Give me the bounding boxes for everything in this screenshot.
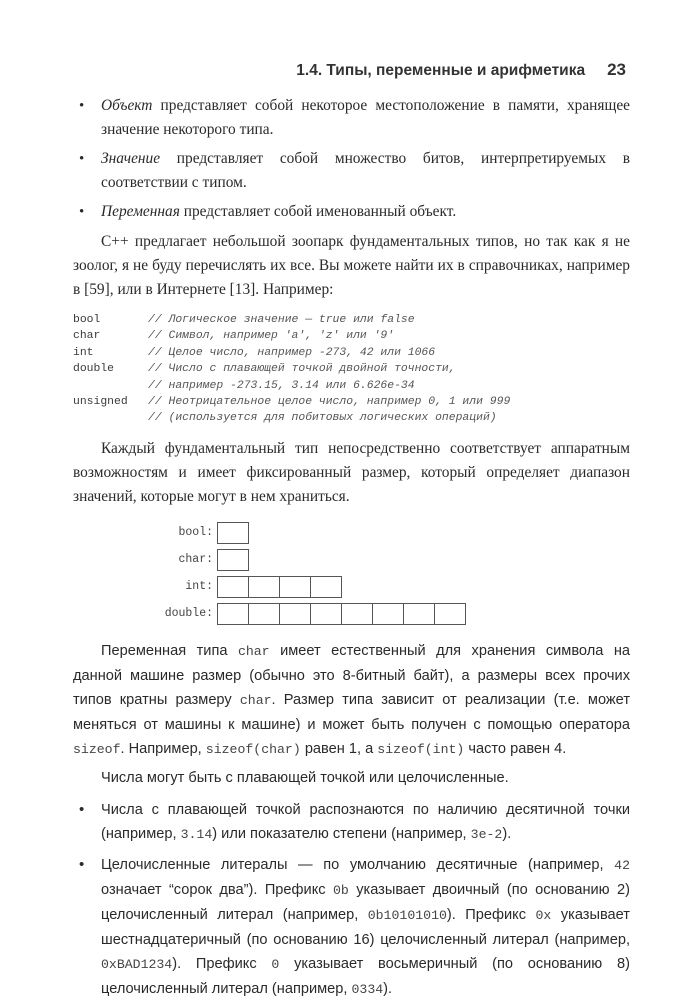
literal-list — [73, 798, 630, 1002]
text-run: означает “сорок два”). Префикс — [101, 881, 333, 898]
code-type: unsigned — [73, 396, 128, 409]
text-run: Числа с плавающей точкой распознаются по наличию десятичной точки (например, — [101, 801, 630, 842]
code-block — [73, 312, 630, 427]
code-comment: // Логическое значение — true или false — [148, 314, 415, 326]
definition-item — [73, 200, 630, 224]
code-type — [73, 378, 148, 394]
definition-term: Переменная — [101, 203, 180, 220]
code-line — [73, 312, 630, 328]
running-header — [0, 60, 626, 80]
byte-cells — [217, 549, 249, 571]
inline-code: char — [237, 643, 270, 659]
code-type: int — [73, 346, 94, 359]
code-line — [73, 410, 630, 426]
text-run: указывает шестнадцатеричный (по основанию 16) целочисленный литерал (например, — [101, 906, 630, 948]
byte-cells — [217, 576, 342, 598]
definition-text: представляет собой некоторое местоположение в памяти, хранящее значение некоторого типа. — [101, 97, 630, 138]
code-comment: // Число с плавающей точкой двойной точности, — [148, 363, 456, 376]
size-section — [73, 639, 630, 790]
diagram-row-char — [73, 548, 249, 572]
hardware-paragraph: Каждый фундаментальный тип непосредственно соответствует аппаратным возможностям и имеет фиксированный размер, который определяет диапазон значений, которые могут в нем храниться. — [73, 439, 630, 505]
inline-code: 42 — [614, 857, 630, 873]
code-line — [73, 345, 630, 361]
byte-cell — [217, 576, 249, 598]
code-type: char — [73, 330, 101, 343]
text-run: часто равен 4. — [464, 740, 567, 757]
text-run: Целочисленные литералы — по умолчанию десятичные (например, — [101, 856, 615, 873]
byte-cell — [310, 576, 342, 598]
byte-cell — [434, 603, 466, 625]
text-run: указывает двоичный (по основанию 2) целочисленный литерал (например, — [101, 881, 630, 923]
byte-cell — [341, 603, 373, 625]
byte-cell — [217, 549, 249, 571]
code-line — [73, 328, 630, 344]
diagram-label: int: — [185, 579, 213, 593]
inline-code: 0 — [271, 956, 280, 972]
inline-code: sizeof — [73, 741, 121, 757]
byte-cell — [248, 603, 280, 625]
diagram-label: double: — [164, 606, 213, 620]
diagram-label: bool: — [178, 525, 213, 539]
code-type: double — [73, 363, 115, 376]
byte-cells — [217, 522, 249, 544]
text-run: . Размер типа зависит от реализации (т.е. может меняться от машины к машине) и может быть получен с помощью оператора — [73, 691, 630, 733]
inline-code: 0x — [535, 907, 552, 923]
code-line — [73, 394, 630, 410]
byte-cell — [403, 603, 435, 625]
numbers-line: Числа могут быть с плавающей точкой или целочисленные. — [101, 769, 509, 786]
code-comment: // (используется для побитовых логических операций) — [148, 412, 497, 425]
text-run: ). Префикс — [446, 906, 536, 923]
page-number: 23 — [607, 60, 626, 79]
inline-code: 3.14 — [180, 826, 213, 842]
diagram-label: char: — [178, 552, 213, 566]
text-run: ) или показателю степени (например, — [212, 825, 471, 842]
code-comment: // Целое число, например -273, 42 или 1066 — [148, 346, 436, 359]
byte-cell — [248, 576, 280, 598]
section-title: 1.4. Типы, переменные и арифметика — [296, 62, 586, 79]
inline-code: 0b — [332, 882, 349, 898]
code-comment: // Неотрицательное целое число, например 0, 1 или 999 — [148, 396, 511, 409]
text-run: имеет естественный для хранения символа на данной машине размер (обычно это 8-битный байт), а размеры всех прочих типов кратны размеру — [73, 642, 630, 708]
code-type — [73, 410, 148, 426]
code-line — [73, 361, 630, 377]
definition-item — [73, 94, 630, 142]
page-content — [73, 94, 630, 1008]
definition-text: представляет собой именованный объект. — [179, 203, 457, 220]
intro-paragraph: C++ предлагает небольшой зоопарк фундаментальных типов, но так как я не зоолог, я не буду перечислять их все. Вы можете найти их в справочниках, например в [59], или в Интернете [13]. Например: — [73, 233, 630, 298]
byte-cells — [217, 603, 466, 625]
inline-code: 0xBAD1234 — [101, 956, 173, 972]
inline-code: 0334 — [351, 981, 384, 997]
byte-cell — [279, 603, 311, 625]
diagram-row-int — [73, 575, 342, 599]
inline-code: 3e-2 — [470, 826, 503, 842]
inline-code: sizeof(char) — [205, 741, 301, 757]
text-run: ). — [383, 980, 393, 997]
byte-cell — [372, 603, 404, 625]
diagram-row-double — [73, 602, 466, 626]
text-run: ). — [502, 825, 512, 842]
text-run: ). Префикс — [172, 955, 272, 972]
definition-term: Значение — [101, 150, 161, 167]
code-comment: // например -273.15, 3.14 или 6.626e-34 — [148, 379, 415, 392]
size-paragraph — [73, 639, 630, 762]
type-size-diagram — [73, 521, 630, 631]
text-run: . Например, — [120, 740, 206, 757]
definition-term: Объект — [101, 97, 153, 114]
diagram-row-bool — [73, 521, 249, 545]
float-literal-item — [73, 798, 630, 847]
definitions-list — [73, 94, 630, 224]
byte-cell — [217, 603, 249, 625]
inline-code: char — [239, 692, 272, 708]
text-run: указывает восьмеричный (по основанию 8) целочисленный литерал (например, — [101, 955, 630, 997]
code-type: bool — [73, 314, 101, 326]
int-literal-item — [73, 853, 630, 1002]
text-run: равен 1, а — [300, 740, 378, 757]
code-line — [73, 378, 630, 394]
inline-code: sizeof(int) — [377, 741, 465, 757]
byte-cell — [310, 603, 342, 625]
definition-item — [73, 147, 630, 195]
inline-code: 0b10101010 — [367, 907, 447, 923]
definition-text: представляет собой множество битов, интерпретируемых в соответствии с типом. — [101, 150, 630, 191]
byte-cell — [217, 522, 249, 544]
code-comment: // Символ, например 'a', 'z' или '9' — [148, 330, 395, 343]
byte-cell — [279, 576, 311, 598]
text-run: Переменная типа — [101, 642, 238, 659]
